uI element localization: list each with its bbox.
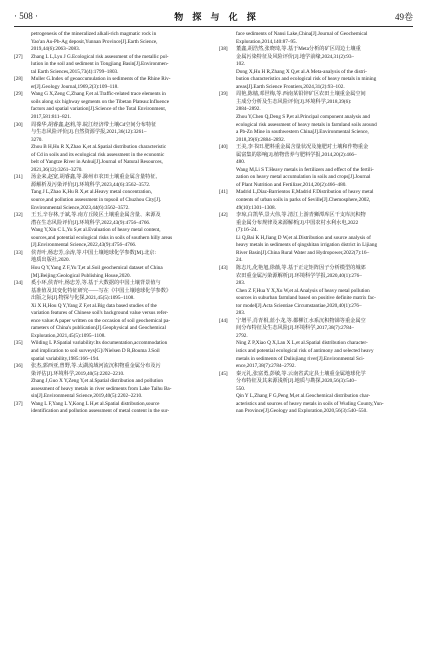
reference-line: 侯青叶,杨忠芳,余涛,等.中国土壤地球化学参数[M].北京: — [31, 249, 156, 256]
reference-line: Yao'an Au-Pb-Ag deposit,Yunnan Province[J].Earth Science, — [31, 38, 158, 45]
reference-line: 主成分分析及生态风险评价[J].环境科学,2018,39(6): — [236, 98, 352, 105]
reference-line: zation on heavy metal accumulation in soils and crops[J].Journal — [236, 174, 371, 181]
reference-number: [38] — [219, 46, 228, 53]
reference-line: 与生态风险评价[J].自然资源学报,2021,36(12):3261– — [31, 129, 147, 136]
reference-line: 550. — [236, 385, 246, 392]
reference-line: 周葆华,胡睿鑫,赵莉,等.皖江经济带土壤Cd空间分布特征 — [31, 121, 157, 128]
reference-line: 汤金来,赵宽,胡睿鑫,等.滁州市农田土壤重金属含量特征、 — [31, 174, 161, 181]
reference-line: 宁增平,肖青相,蓝小龙,等.都柳江水系沉积物锑等重金属空 — [236, 317, 366, 324]
reference-entry — [14, 212, 210, 250]
reference-line: Li Q,Bai K H,Jiang D W,et al.Distribution and source analysis of — [236, 234, 371, 241]
reference-line: Hou Q Y,Yang Z F,Yu T,et al.Soil geochemical dataset of China — [31, 264, 163, 271]
reference-line: rameters of China's publication[J].Geophysical and Geochemical — [31, 325, 166, 332]
reference-line: 2019,44(6):2063–2083. — [31, 46, 80, 53]
reference-line: Wilding L P.Spatial variability:Its documentation,accommodation — [31, 340, 168, 347]
reference-text — [236, 318, 415, 371]
reference-line: 染评估[J].环境科学,2019,40(5):2202–2210. — [31, 370, 125, 377]
reference-text — [31, 401, 210, 416]
reference-line: [M].Beijing:Geological Publishing House,2020. — [31, 272, 131, 279]
reference-text — [31, 280, 210, 340]
reference-line: Tang J L,Zhao K,Hu R X,et al.Heavy metal concentration, — [31, 189, 153, 196]
reference-line: 周艳,陈樯,邓世梅,等.西南某铅锌矿区农田土壤重金属空间 — [236, 91, 366, 98]
reference-line: metals in sediments of Duliujiang river[J].Environmental Sci- — [236, 355, 365, 362]
reference-line: 283. — [236, 310, 246, 317]
reference-line: 分布特征及其来源浅析[J].地质与勘探,2020,56(3):540– — [236, 378, 357, 385]
reference-line: er[J].Geology Journal,1969,2(3):109–118. — [31, 83, 119, 90]
continued-reference — [14, 31, 210, 54]
reference-line: 农田重金属污染源解析[J].环境科学学报,2020,40(1):276– — [236, 272, 362, 279]
reference-line: assessment of heavy metals in river sediments from Lake Taihu Ba- — [31, 385, 172, 392]
reference-line: 奚小环,侯青叶,杨忠芳,等.基于大数据的中国土壤背景值与 — [31, 280, 161, 287]
reference-line: Wang L F,Yang L Y,Kong L H,et al.Spatial distribution,source — [31, 400, 160, 407]
reference-line: 李琼,白凯华,景大伟,等.清江上游青狮潭库区干支库沉积物 — [236, 212, 366, 219]
reference-line: 陈志凡,化艳旭,徐薇,等.基于正定矩阵因子分析模型的城郊 — [236, 264, 366, 271]
reference-line: 地质出版社,2020. — [31, 257, 70, 264]
reference-line: soils along six highway segments on the Tibetan Plateau:Influence — [31, 98, 170, 105]
reference-line: 102. — [236, 61, 246, 68]
reference-number: [43] — [219, 264, 228, 271]
reference-line: Wang M,Li S T.Heavy metals in fertilizers and effect of the fertili- — [236, 166, 374, 173]
reference-line: lution in the soil and sediment in Tongjiang Basin[J].Environmen- — [31, 61, 169, 68]
reference-line: Madrid L,Díaz-Barrientos E,Madrid F.Distribution of heavy metal — [236, 189, 374, 196]
reference-line: tal Earth Sciences,2015,73(4):1799–1803. — [31, 68, 119, 75]
reference-number: [45] — [219, 370, 228, 377]
reference-line: River Basin[J].China Rural Water and Hydropower,2022(7):16– — [236, 249, 370, 256]
reference-line: 24. — [236, 257, 243, 264]
reference-line: contents of urban soils in parks of Seville[J].Chemosphere,2002, — [236, 197, 371, 204]
reference-number: [34] — [14, 280, 23, 287]
reference-entry — [219, 189, 415, 212]
reference-line: 王美,李书田.肥料重金属含量状况及施肥对土壤和作物重金 — [236, 144, 369, 151]
reference-entry — [14, 250, 210, 280]
reference-line: heavy metals in sediments of qingshitan irrigation district in Lijiang — [236, 242, 378, 249]
reference-line: 董鑫,胡浩然,张晓琦,等.基于Meta分析的矿区周边土壤重 — [236, 46, 361, 53]
reference-line: Ning Z P,Xiao Q X,Lan X L,et al.Spatial distribution character- — [236, 340, 368, 347]
reference-number: [27] — [14, 53, 23, 60]
reference-line: Exploration,2021,45(5):1095–1108. — [31, 332, 106, 339]
reference-line: spatial variability,1985:166–194. — [31, 355, 100, 362]
reference-line: 2792. — [236, 332, 248, 339]
reference-number: [28] — [14, 76, 23, 83]
reference-line: 2884–2892. — [236, 106, 261, 113]
reference-entry — [219, 212, 415, 265]
reference-line: istics and potential ecological risk of antimony and selected heavy — [236, 347, 374, 354]
reference-line: 基准值及其变化特征研究——写在《中国土壤地球化学参数》 — [31, 287, 172, 294]
page-number: · 508 · — [14, 11, 38, 21]
reference-entry — [219, 144, 415, 189]
reference-line: tor model[J].Acta Scientiae Circumstantiae,2020,40(1):276– — [236, 302, 362, 309]
reference-line: petrogenesis of the mineralized alkali-rich magmatic rock in — [31, 31, 157, 37]
reference-columns — [14, 31, 415, 647]
reference-number: [36] — [14, 363, 23, 370]
reference-line: Zhang J,Guo X Y,Zeng Y,et al.Spatial distribution and pollution — [31, 378, 163, 385]
reference-line: (7):16–24. — [236, 227, 258, 234]
reference-entry — [219, 265, 415, 318]
reference-line: areas[J].Earth Science Frontiers,2024,31(2):93–102. — [236, 83, 345, 90]
reference-line: of Cd in soils and its ecological risk assessment in the economic — [31, 151, 165, 158]
reference-line: Environmental Science,2023,44(6):3562–3572. — [31, 204, 130, 211]
reference-text — [236, 212, 415, 265]
reference-entry — [219, 91, 415, 144]
reference-line: identification and pollution assessment of metal content in the sur- — [31, 408, 170, 415]
reference-text — [31, 250, 210, 280]
reference-line: a Pb-Zn Mine in southwestern China[J].Environmental Science, — [236, 129, 369, 136]
reference-line: Muller G.Index of geoaccumulation in sediments of the Rhine Riv- — [31, 76, 171, 83]
reference-text — [31, 76, 210, 91]
reference-line: sin[J].Environmental Science,2019,40(5):2202–2210. — [31, 393, 143, 400]
reference-line: Zhou B H,Hu R X,Zhao K,et al.Spatial distribution characteristic — [31, 144, 167, 151]
reference-entry — [14, 54, 210, 77]
reference-line: 王玉,辛存林,于斌,等.南方丘陵区土壤重金属含量、来源及 — [31, 212, 161, 219]
reference-line: Chen Z F,Hua Y X,Xu W,et al.Analysis of heavy metal pollution — [236, 287, 370, 294]
reference-line: Zhang L L,Lyu J G.Ecological risk assessment of the metallic pol- — [31, 53, 169, 60]
reference-line: ecological risk assessment of heavy metals in farmland soils around — [236, 121, 377, 128]
reference-line: 2017,581:811–821. — [31, 114, 72, 121]
continued-reference — [219, 31, 415, 46]
reference-line: variation features of Chinese soil's background value versus refer- — [31, 310, 169, 317]
reference-text — [236, 144, 415, 189]
left-column — [14, 31, 210, 647]
reference-line: factors and spatial variation[J].Science of the Total Environment, — [31, 106, 167, 113]
reference-line: 2021,36(12):3261–3270. — [31, 166, 83, 173]
reference-line: 480. — [236, 159, 246, 166]
reference-line: 源解析及污染评价[J].环境科学,2023,44(6):3562–3572. — [31, 181, 151, 188]
reference-number: [37] — [14, 400, 23, 407]
reference-entry — [219, 318, 415, 371]
reference-number: [30] — [14, 121, 23, 128]
reference-number: [29] — [14, 91, 23, 98]
reference-entry — [14, 76, 210, 91]
reference-line: Qin Y L,Zhang F G,Peng M,et al.Geochemical distribution char- — [236, 393, 371, 400]
reference-text — [236, 91, 415, 144]
reference-line: 潜在生态风险评价[J].环境科学,2022,43(9):4756–4766. — [31, 219, 151, 226]
reference-number: [39] — [219, 91, 228, 98]
reference-line: bution characteristics and ecological risk of heavy metals in mining — [236, 76, 377, 83]
reference-line: ence,2017,38(7):2784–2792. — [236, 363, 296, 370]
reference-text — [31, 91, 210, 121]
reference-line: acteristics and sources of heavy metals in soils of Wuding County,Yun- — [236, 400, 384, 407]
running-header — [14, 8, 413, 24]
reference-entry — [14, 122, 210, 175]
reference-line: nan Province[J].Geology and Exploration,2020,56(3):540–550. — [236, 408, 368, 415]
reference-number: [41] — [219, 189, 228, 196]
reference-entry — [14, 174, 210, 212]
reference-number: [31] — [14, 174, 23, 181]
reference-entry — [14, 280, 210, 340]
reference-number: [33] — [14, 249, 23, 256]
reference-entry — [14, 91, 210, 121]
reference-entry — [219, 46, 415, 91]
reference-line: 张杰,郭西亚,曾野,等.太湖流域河流沉积物重金属分布及污 — [31, 363, 161, 370]
reference-entry — [219, 371, 415, 416]
volume-label: 49卷 — [394, 11, 413, 22]
reference-line: 金属污染特征及风险评价[J].地学前缘,2024,31(2):93– — [236, 53, 355, 60]
reference-line: Zhou Y,Chen Q,Deng S P,et al.Principal component analysis and — [236, 114, 370, 121]
reference-text — [31, 363, 210, 401]
reference-line: 3270. — [31, 136, 43, 143]
reference-text — [31, 174, 210, 212]
reference-number: [32] — [14, 212, 23, 219]
journal-title: 物 探 与 化 探 — [174, 12, 259, 23]
reference-line: Exploration,2014,140:87–95. — [236, 38, 297, 45]
reference-entry — [14, 401, 210, 416]
reference-text — [236, 265, 415, 318]
reference-line: Wang Y,Xin C L,Yu S,et al.Evaluation of heavy metal content, — [31, 227, 161, 234]
header-rule — [14, 26, 413, 27]
reference-line: 2018,39(6):2884–2892. — [236, 136, 285, 143]
reference-line: Dong X,Hu H R,Zhang X Q,et al.A Meta-analysis of the distri- — [236, 68, 367, 75]
reference-line: 属富集的影响[J].植物营养与肥料学报,2014,20(2):466– — [236, 151, 357, 158]
reference-line: 间分布特征及生态风险[J].环境科学,2017,38(7):2784– — [236, 325, 355, 332]
reference-line: 283. — [236, 280, 246, 287]
reference-line: 49(10):1301–1308. — [236, 204, 276, 211]
reference-line: face sediments of Nansi Lake,China[J].Journal of Geochemical — [236, 31, 368, 37]
reference-number: [40] — [219, 144, 228, 151]
reference-text — [236, 371, 415, 416]
reference-line: belt of Yangtze River in Anhui[J].Journal of Natural Resources, — [31, 159, 163, 166]
reference-line: [J].Environmental Science,2022,43(9):4756–4766. — [31, 242, 137, 249]
reference-number: [44] — [219, 317, 228, 324]
reference-line: sources in suburban farmland based on positive definite matrix fac- — [236, 295, 376, 302]
reference-entry — [14, 363, 210, 401]
reference-line: of Plant Nutrition and Fertilizer,2014,20(2):466–480. — [236, 181, 347, 188]
reference-text — [31, 212, 210, 250]
reference-line: sources,and potential ecological risks in soils of southern hilly areas — [31, 234, 173, 241]
right-column — [219, 31, 415, 647]
reference-entry — [14, 340, 210, 363]
reference-text — [236, 189, 415, 212]
reference-text — [31, 340, 210, 363]
reference-number: [35] — [14, 340, 23, 347]
reference-text — [31, 54, 210, 77]
reference-line: Xi X H,Hou Q Y,Yang Z F,et al.Big data based studies of the — [31, 302, 157, 309]
reference-text — [31, 122, 210, 175]
reference-line: Wang G X,Zeng C,Zhang F,et al.Traffic-related trace elements in — [31, 91, 166, 98]
reference-line: 重金属分布规律及来源解析[J].中国农村水利水电,2022 — [236, 219, 359, 226]
reference-text — [236, 46, 415, 91]
reference-line: ence value:A paper written on the occasion of soil geochemical pa- — [31, 317, 171, 324]
reference-line: 秦元礼,张富勇,彭敏,等.云南省武定县土壤重金属地球化学 — [236, 370, 366, 377]
reference-number: [42] — [219, 212, 228, 219]
reference-line: and implication to soil surveys[G]//Nielsen D R,Bouma J.Soil — [31, 347, 160, 354]
reference-line: source,and pollution assessment in topsoil of Chuzhou City[J]. — [31, 197, 162, 204]
reference-line: 出版之际[J].物探与化探,2021,45(5):1095–1108. — [31, 295, 135, 302]
